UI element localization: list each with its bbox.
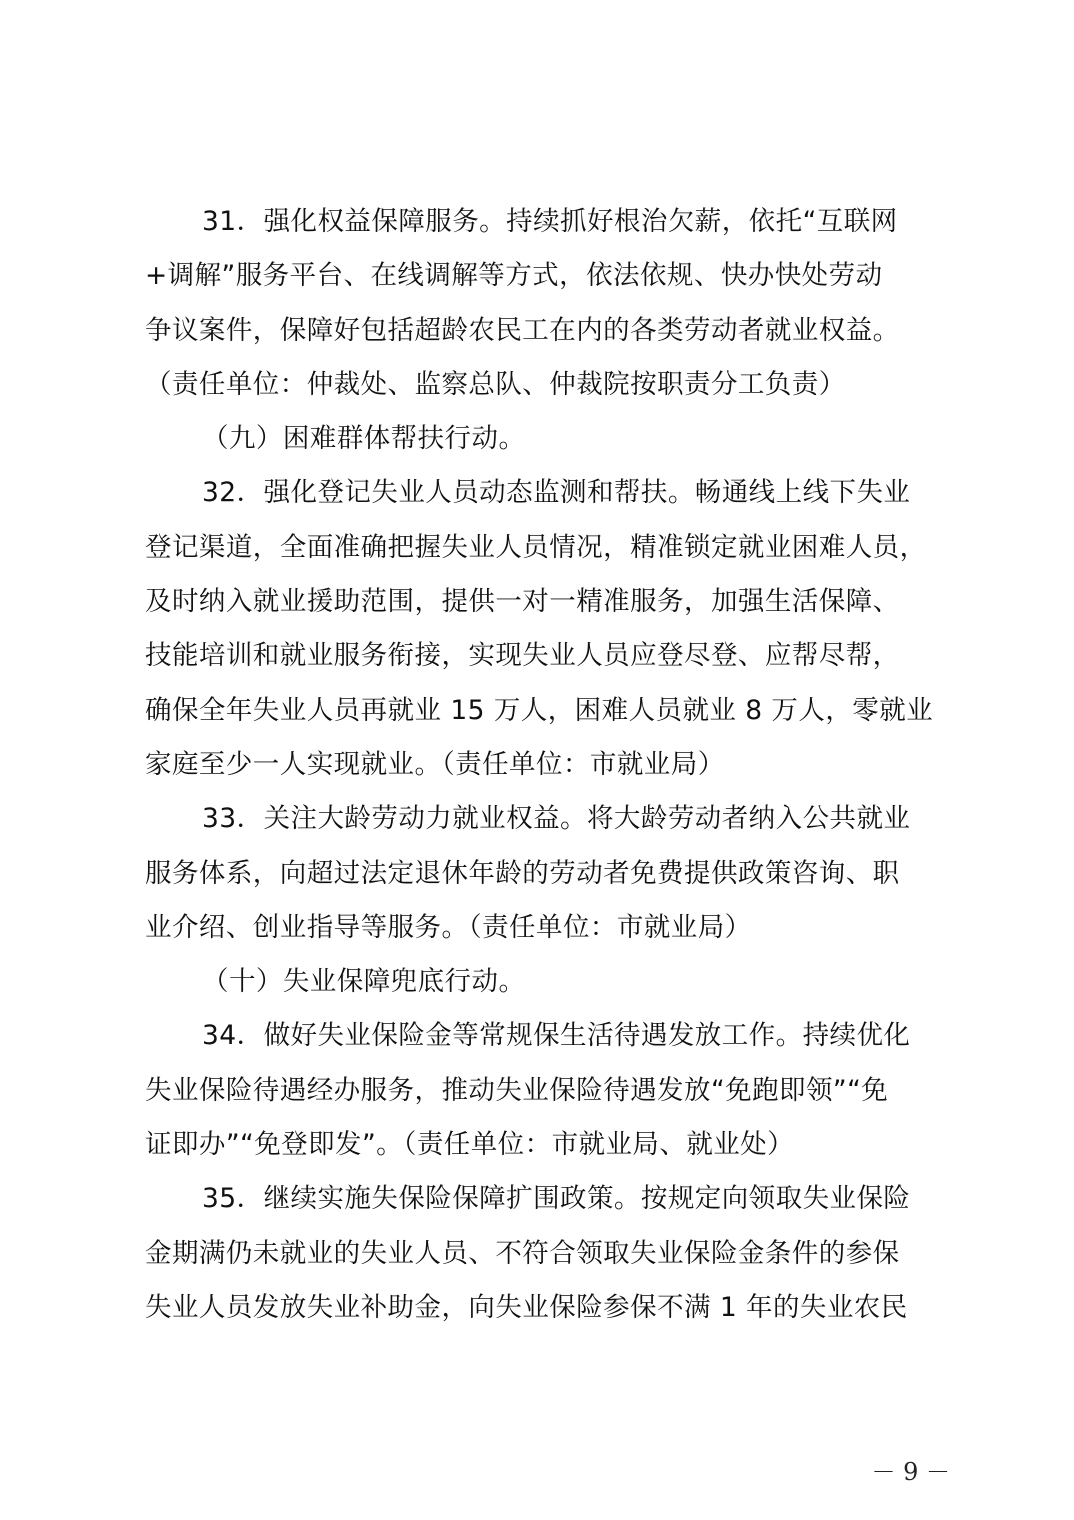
paragraph-35-line-1: 35．继续实施失保险保障扩围政策。按规定向领取失业保险 [202, 1183, 911, 1215]
paragraph-34-line-2: 失业保险待遇经办服务，推动失业保险待遇发放“免跑即领”“免 [145, 1074, 889, 1106]
paragraph-32-line-5: 确保全年失业人员再就业 15 万人，困难人员就业 8 万人，零就业 [145, 694, 934, 726]
paragraph-34-line-1: 34．做好失业保险金等常规保生活待遇发放工作。持续优化 [202, 1020, 911, 1052]
section-9-heading: （九）困难群体帮扶行动。 [202, 423, 526, 455]
paragraph-32-line-6: 家庭至少一人实现就业。（责任单位：市就业局） [145, 748, 725, 780]
paragraph-35-line-2: 金期满仍未就业的失业人员、不符合领取失业保险金条件的参保 [145, 1237, 900, 1269]
paragraph-31-line-3: 争议案件，保障好包括超龄农民工在内的各类劳动者就业权益。 [145, 314, 900, 346]
paragraph-34-line-3: 证即办”“免登即发”。（责任单位：市就业局、就业处） [145, 1129, 795, 1161]
paragraph-31-line-1: 31．强化权益保障服务。持续抓好根治欠薪，依托“互联网 [202, 206, 898, 237]
paragraph-32-line-1: 32．强化登记失业人员动态监测和帮扶。畅通线上线下失业 [202, 477, 911, 509]
paragraph-32-line-3: 及时纳入就业援助范围，提供一对一精准服务，加强生活保障、 [145, 586, 900, 618]
paragraph-31-line-4: （责任单位：仲裁处、监察总队、仲裁院按职责分工负责） [145, 368, 846, 400]
paragraph-33-line-3: 业介绍、创业指导等服务。（责任单位：市就业局） [145, 911, 752, 943]
paragraph-35-line-3: 失业人员发放失业补助金，向失业保险参保不满 1 年的失业农民 [145, 1291, 908, 1323]
page-number: － 9 － [871, 1458, 950, 1486]
paragraph-32-line-2: 登记渠道，全面准确把握失业人员情况，精准锁定就业困难人员， [145, 531, 927, 563]
document-body [145, 195, 945, 1335]
paragraph-31-line-2: +调解”服务平台、在线调解等方式，依法依规、快办快处劳动 [145, 260, 883, 292]
paragraph-33-line-1: 33．关注大龄劳动力就业权益。将大龄劳动者纳入公共就业 [202, 803, 911, 835]
paragraph-32-line-4: 技能培训和就业服务衔接，实现失业人员应登尽登、应帮尽帮， [145, 640, 900, 672]
section-10-heading: （十）失业保障兜底行动。 [202, 966, 526, 998]
paragraph-33-line-2: 服务体系，向超过法定退休年龄的劳动者免费提供政策咨询、职 [145, 857, 900, 889]
